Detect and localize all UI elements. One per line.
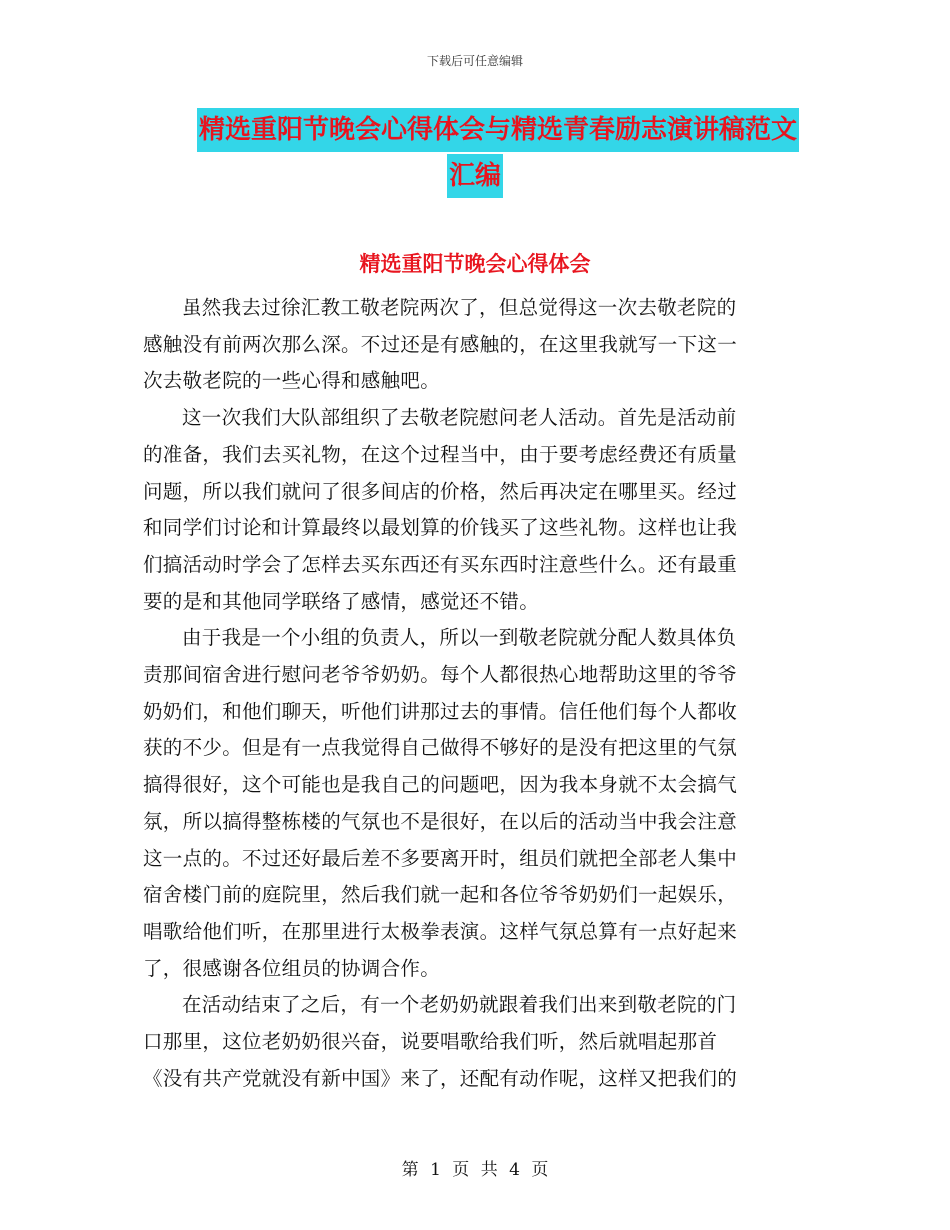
paragraph-line: 《没有共产党就没有新中国》来了，还配有动作呢，这样又把我们的 [143, 1066, 738, 1090]
paragraph-line: 们搞活动时学会了怎样去买东西还有买东西时注意些什么。还有最重 [143, 552, 738, 576]
paragraph-line: 虽然我去过徐汇教工敬老院两次了，但总觉得这一次去敬老院的 [182, 296, 737, 319]
title-line-1: 精选重阳节晚会心得体会与精选青春励志演讲稿范文 [197, 108, 799, 152]
paragraph-line: 问题，所以我们就问了很多间店的价格，然后再决定在哪里买。经过 [143, 479, 738, 503]
paragraph-line: 口那里，这位老奶奶很兴奋，说要唱歌给我们听，然后就唱起那首 [143, 1030, 718, 1054]
paragraph-line: 的准备，我们去买礼物，在这个过程当中，由于要考虑经费还有质量 [143, 442, 738, 466]
paragraph-line: 唱歌给他们听，在那里进行太极拳表演。这样气氛总算有一点好起来 [143, 919, 738, 943]
paragraph-line: 这一次我们大队部组织了去敬老院慰问老人活动。首先是活动前 [182, 406, 737, 430]
paragraph-line: 了，很感谢各位组员的协调合作。 [143, 956, 441, 980]
body-text [143, 290, 808, 1097]
paragraph-line: 要的是和其他同学联络了感情，感觉还不错。 [143, 589, 540, 613]
paragraph-line: 和同学们讨论和计算最终以最划算的价钱买了这些礼物。这样也让我 [143, 516, 738, 540]
paragraph [143, 620, 808, 987]
paragraph-line: 这一点的。不过还好最后差不多要离开时，组员们就把全部老人集中 [143, 846, 738, 870]
page-footer: 第 1 页 共 4 页 [401, 1160, 549, 1180]
paragraph-line: 责那间宿舍进行慰问老爷爷奶奶。每个人都很热心地帮助这里的爷爷 [143, 663, 738, 687]
paragraph-line: 氛，所以搞得整栋楼的气氛也不是很好，在以后的活动当中我会注意 [143, 809, 738, 833]
paragraph-line: 次去敬老院的一些心得和感触吧。 [143, 369, 441, 393]
paragraph-line: 获的不少。但是有一点我觉得自己做得不够好的是没有把这里的气氛 [143, 736, 738, 760]
paragraph-line: 宿舍楼门前的庭院里，然后我们就一起和各位爷爷奶奶们一起娱乐， [143, 883, 738, 907]
paragraph-line: 由于我是一个小组的负责人，所以一到敬老院就分配人数具体负 [182, 626, 737, 650]
paragraph-line: 搞得很好，这个可能也是我自己的问题吧，因为我本身就不太会搞气 [143, 773, 738, 797]
paragraph [143, 987, 808, 1097]
paragraph-line: 在活动结束了之后，有一个老奶奶就跟着我们出来到敬老院的门 [182, 993, 737, 1017]
paragraph-line: 奶奶们，和他们聊天，听他们讲那过去的事情。信任他们每个人都收 [143, 699, 738, 723]
paragraph [143, 290, 808, 400]
section-title: 精选重阳节晚会心得体会 [359, 252, 591, 276]
paragraph-line: 感触没有前两次那么深。不过还是有感触的，在这里我就写一下这一 [143, 332, 738, 356]
document-title [0, 108, 950, 198]
title-line-2: 汇编 [447, 154, 503, 198]
header-note: 下载后可任意编辑 [426, 54, 523, 68]
paragraph [143, 400, 808, 620]
